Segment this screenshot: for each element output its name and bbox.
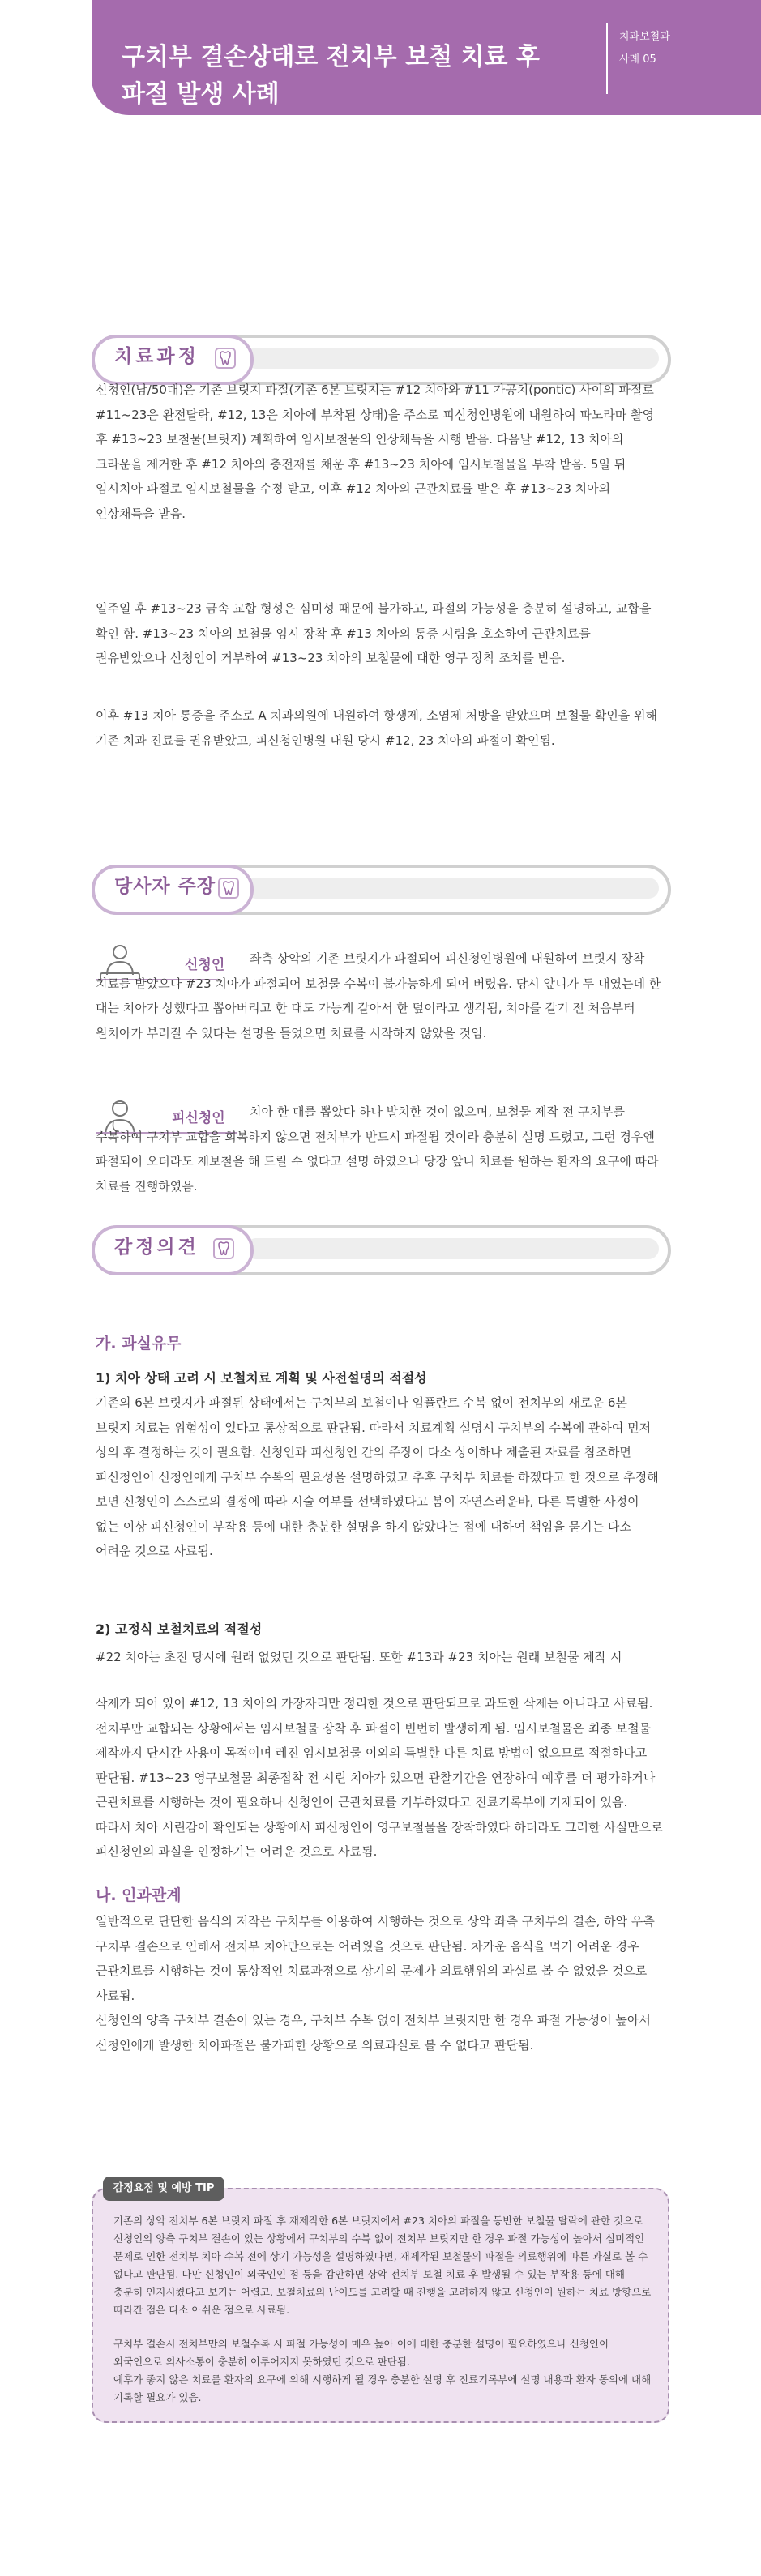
- treatment-paragraph-2: 일주일 후 #13~23 금속 교합 형성은 심미성 때문에 불가하고, 파절의 가능성을 충분히 설명하고, 교합을 확인 함. #13~23 치아의 보철물 임시 장착 후 #13 치아의 통증 시림을 호소하여 근관치료를 권유받았으나 신청인이 거부하여 #13~23 치아의 보철물에 대한 영구 장착 조치를 받음.: [96, 601, 652, 665]
- heading-causation: 나. 인과관계: [96, 1886, 182, 1904]
- page-title: [122, 39, 608, 113]
- section-title: 치료과정: [114, 346, 199, 367]
- section-title: 감정의견: [114, 1237, 199, 1258]
- applicant-label: 신청인: [185, 957, 225, 973]
- header-divider: [606, 23, 608, 94]
- tip-paragraph-1: 기존의 상악 전치부 6본 브릿지 파절 후 재제작한 6본 브릿지에서 #23 치아의 파절을 동반한 보철물 탈락에 관한 것으로 신청인의 양측 구치부 결손이 있는 상황에서 구치부의 수복 없이 전치부 브릿지만 한 경우 파절 가능성이 높아서 심미적인 문제로 인한 전치부 치아 수복 전에 상기 가능성을 설명하였다면, 재제작된 보철물의 파절을 의료행위에 따른 과실로 볼 수 없다고 판단됨. 다만 신청인이 외국인인 점 등을 감안하면 상악 전치부 보철 치료 후 발생될 수 있는 부작용 등에 대해 충분히 인지시켰다고 보기는 어렵고, 보철치료의 난이도를 고려할 때 진행을 고려하지 않고 신청인이 원하는 치료 방향으로 따라간 점은 다소 아쉬운 점으로 사료됨.: [113, 2215, 652, 2316]
- section-bar: [246, 1238, 659, 1259]
- heading-fixed-prosthesis: 2) 고정식 보철치료의 적절성: [96, 1621, 263, 1637]
- category-label: 치과보철과: [619, 31, 670, 43]
- fixed-prosthesis-text-1: #22 치아는 초진 당시에 원래 없었던 것으로 판단됨. 또한 #13과 #23 치아는 원래 보철물 제작 시: [96, 1650, 622, 1664]
- causation-text: 일반적으로 단단한 음식의 저작은 구치부를 이용하여 시행하는 것으로 상악 좌측 구치부의 결손, 하악 우측 구치부 결손으로 인해서 전치부 치아만으로는 어려웠을 것으로 판단됨. 차가운 음식을 먹기 어려운 경우 근관치료를 시행하는 것이 통상적인 치료과정으로 상기의 문제가 의료행위의 과실로 볼 수 없었을 것으로 사료됨. 신청인의 양측 구치부 결손이 있는 경우, 구치부 수복 없이 전치부 브릿지만 한 경우 파절 가능성이 높아서 신청인에게 발생한 치아파절은 불가피한 상황으로 의료과실로 볼 수 없다고 판단됨.: [96, 1914, 655, 2053]
- section-bar: [246, 878, 659, 899]
- respondent-label: 피신청인: [172, 1110, 225, 1126]
- tip-paragraph-2: 구치부 결손시 전치부만의 보철수복 시 파절 가능성이 매우 높아 이에 대한 충분한 설명이 필요하였으나 신청인이 외국인으로 의사소통이 충분히 이루어지지 못하였던 것으로 판단됨. 예후가 좋지 않은 치료를 환자의 요구에 의해 시행하게 될 경우 충분한 설명 후 진료기록부에 설명 내용과 환자 동의에 대해 기록할 필요가 있음.: [113, 2338, 652, 2403]
- fixed-prosthesis-text-2: 삭제가 되어 있어 #12, 13 치아의 가장자리만 정리한 것으로 판단되므로 과도한 삭제는 아니라고 사료됨. 전치부만 교합되는 상황에서는 임시보철물 장착 후 파절이 빈번히 발생하게 됨. 임시보철물은 최종 보철물 제작까지 단시간 사용이 목적이며 레진 임시보철물 이외의 특별한 다른 치료 방법이 없으므로 적절하다고 판단됨. #13~23 영구보철물 최종접착 전 시린 치아가 있으면 관찰기간을 연장하여 예후를 더 평가하거나 근관치료를 시행하는 것이 필요하나 신청인이 근관치료를 거부하였다고 진료기록부에 기재되어 있음. 따라서 치아 시린감이 확인되는 상황에서 피신청인이 영구보철물을 장착하였다 하더라도 그러한 사실만으로 피신청인의 과실을 인정하기는 어려운 것으로 사료됨.: [96, 1696, 663, 1859]
- section-header-appraisal: [92, 1225, 671, 1275]
- title-line-1: 구치부 결손상태로 전치부 보철 치료 후: [122, 43, 540, 71]
- heading-negligence: 가. 과실유무: [96, 1335, 182, 1352]
- tooth-icon: [218, 878, 239, 899]
- tooth-icon: [215, 348, 236, 369]
- treatment-paragraph-1: 신청인(남/50대)은 기존 브릿지 파절(기존 6본 브릿지는 #12 치아와 #11 가공치(pontic) 사이의 파절로 #11~23은 완전탈락, #12, 13은 치아에 부착된 상태)을 주소로 피신청인병원에 내원하여 파노라마 촬영 후 #13~23 보철물(브릿지) 계획하여 임시보철물의 인상채득을 시행 받음. 다음날 #12, 13 치아의 크라운을 제거한 후 #12 치아의 충전재를 채운 후 #13~23 치아에 임시보철물을 부착 받음. 5일 뒤 임시치아 파절로 임시보철물을 수정 받고, 이후 #12 치아의 근관치료를 받은 후 #13~23 치아의 인상채득을 받음.: [96, 382, 655, 521]
- case-number: 사례 05: [619, 53, 656, 66]
- plan-explanation-text: 기존의 6본 브릿지가 파절된 상태에서는 구치부의 보철이나 임플란트 수복 없이 전치부의 새로운 6본 브릿지 치료는 위험성이 있다고 통상적으로 판단됨. 따라서 치료계획 설명시 구치부의 수복에 관하여 먼저 상의 후 결정하는 것이 필요함. 신청인과 피신청인 간의 주장이 다소 상이하나 제출된 자료를 참조하면 피신청인이 신청인에게 구치부 수복의 필요성을 설명하였고 추후 구치부 치료를 하겠다고 한 것으로 추정해 보면 신청인이 스스로의 결정에 따라 시술 여부를 선택하였다고 봄이 자연스러운바, 다른 특별한 사정이 없는 이상 피신청인이 부작용 등에 대한 충분한 설명을 하지 않았다는 점에 대하여 책임을 묻기는 다소 어려운 것으로 사료됨.: [96, 1395, 659, 1558]
- tip-label: 감정요점 및 예방 TIP: [103, 2177, 224, 2201]
- section-header-claims: [92, 865, 671, 915]
- treatment-paragraph-3: 이후 #13 치아 통증을 주소로 A 치과의원에 내원하여 항생제, 소염제 처방을 받았으며 보철물 확인을 위해 기존 치과 진료를 권유받았고, 피신청인병원 내원 당시 #12, 23 치아의 파절이 확인됨.: [96, 708, 658, 748]
- section-bar: [246, 348, 659, 369]
- case-label: [619, 26, 670, 71]
- respondent-statement: 치아 한 대를 뽑았다 하나 발치한 것이 없으며, 보철물 제작 전 구치부를 수복하여 구치부 교합을 회복하지 않으면 전치부가 반드시 파절될 것이라 충분히 설명 드렸고, 그런 경우엔 파절되어 오더라도 재보철을 해 드릴 수 없다고 설명 하였으나 당장 앞니 치료를 원하는 환자의 요구에 따라 치료를 진행하였음.: [96, 1104, 659, 1194]
- heading-plan-explanation: 1) 치아 상태 고려 시 보철치료 계획 및 사전설명의 적절성: [96, 1370, 427, 1386]
- applicant-statement: 좌측 상악의 기존 브릿지가 파절되어 피신청인병원에 내원하여 브릿지 장착 치료를 받았으나 #23 치아가 파절되어 보철물 수복이 불가능하게 되어 버렸음. 당시 앞니가 두 대였는데 한 대는 치아가 상했다고 뽑아버리고 한 대도 가능게 갈아서 한 덮이라고 생각됨, 치아를 갈기 전 처음부터 원치아가 부러질 수 있다는 설명을 들었으면 치료를 시작하지 않았을 것임.: [96, 951, 661, 1040]
- title-line-2: 파절 발생 사례: [122, 80, 280, 109]
- section-title: 당사자 주장: [114, 876, 216, 897]
- tooth-icon: [213, 1238, 234, 1259]
